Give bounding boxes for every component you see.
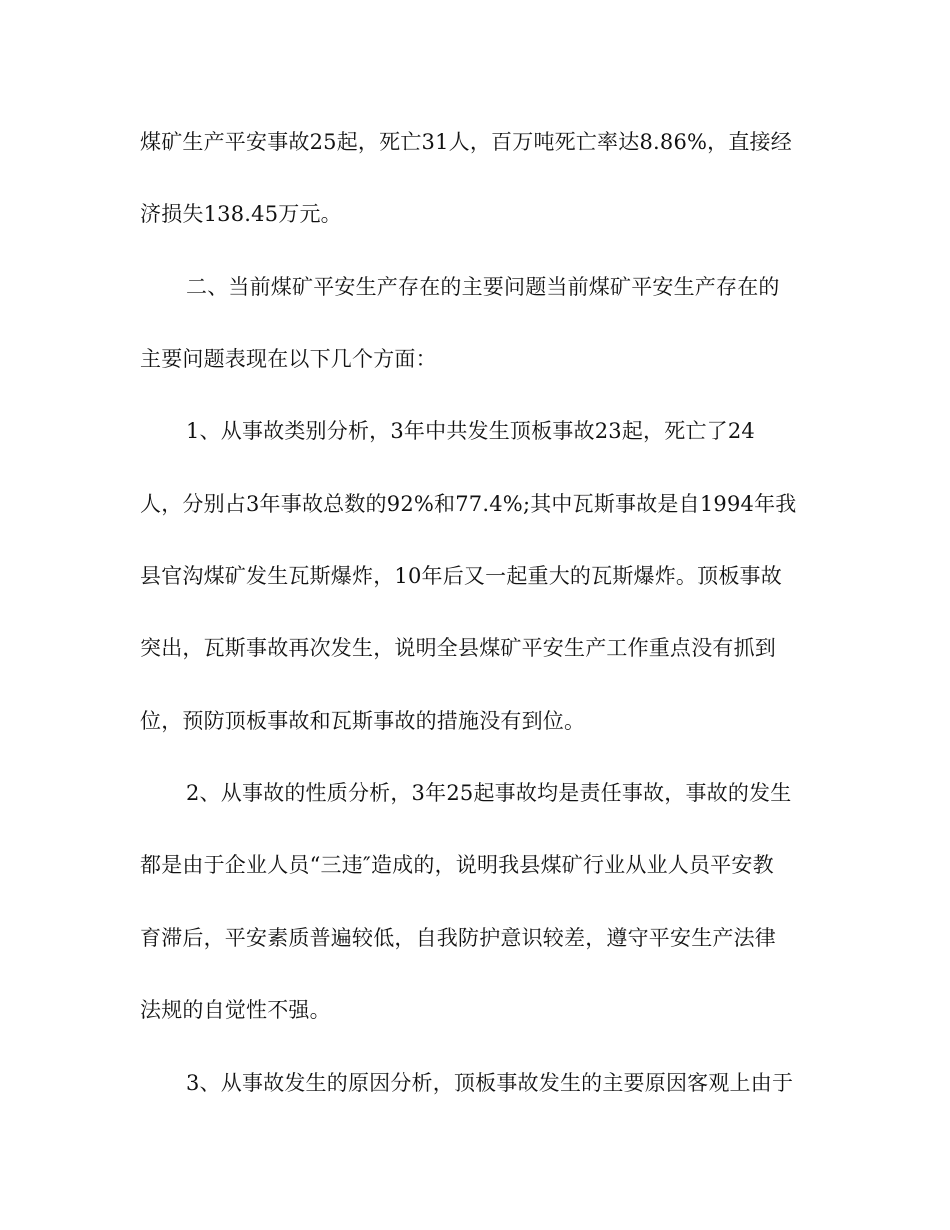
text-line: 济损失138.45万元。 [140,202,342,226]
paragraph-start: 2、从事故的性质分析，3年25起事故均是责任事故，事故的发生 [186,781,792,805]
paragraph-start: 3、从事故发生的原因分析，顶板事故发生的主要原因客观上由于 [186,1071,794,1095]
text-line: 法规的自觉性不强。 [140,998,331,1022]
text-line: 县官沟煤矿发生瓦斯爆炸，10年后又一起重大的瓦斯爆炸。顶板事故 [140,564,782,588]
text-line: 主要问题表现在以下几个方面： [140,347,437,371]
text-line: 都是由于企业人员“三违″造成的，说明我县煤矿行业从业人员平安教 [140,853,774,877]
text-line: 突出，瓦斯事故再次发生，说明全县煤矿平安生产工作重点没有抓到 [140,636,776,660]
text-line: 人，分别占3年事故总数的92%和77.4%;其中瓦斯事故是自1994年我 [140,492,797,516]
text-line: 育滞后，平安素质普遍较低，自我防护意识较差，遵守平安生产法律 [140,926,776,950]
section-heading: 二、当前煤矿平安生产存在的主要问题当前煤矿平安生产存在的 [186,275,780,299]
text-line: 煤矿生产平安事故25起，死亡31人，百万吨死亡率达8.86%，直接经 [140,130,792,154]
paragraph-start: 1、从事故类别分析，3年中共发生顶板事故23起，死亡了24 [186,419,755,443]
text-line: 位，预防顶板事故和瓦斯事故的措施没有到位。 [140,709,586,733]
